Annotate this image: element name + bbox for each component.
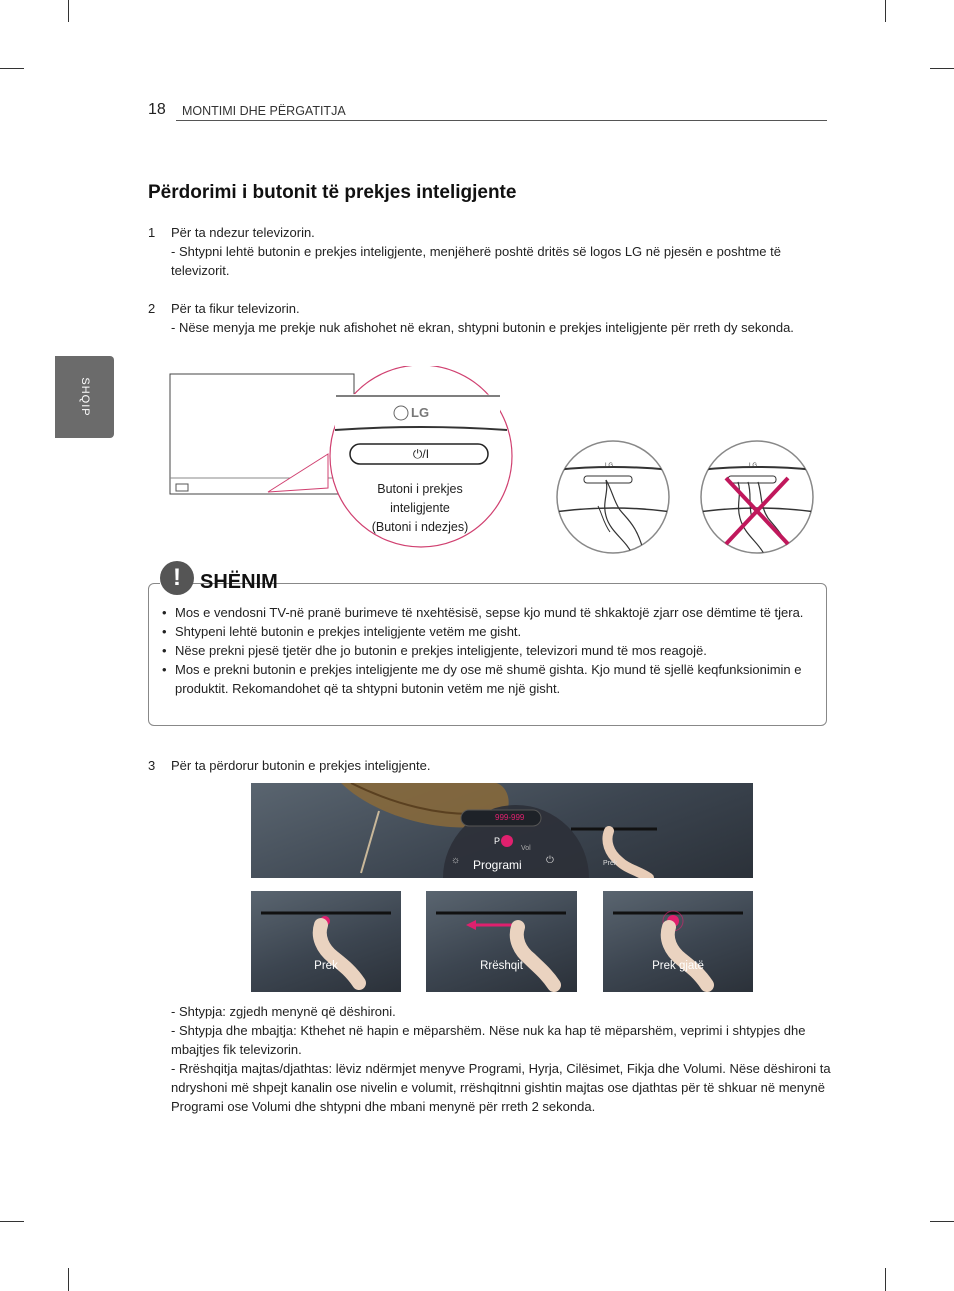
note-item: • Mos e vendosni TV-në pranë burimeve të nxehtësisë, sepse kjo mund të shkaktojë zjarr ose dëmtime të tjera. [160, 603, 820, 622]
power-icon: ⏻ [546, 855, 554, 866]
caption-line: (Butoni i ndezjes) [371, 520, 469, 534]
crop-mark [68, 1268, 69, 1291]
correct-touch-illustration [554, 440, 672, 554]
page-title: Përdorimi i butonit të prekjes inteligjente [148, 182, 517, 203]
step-heading: Për ta përdorur butonin e prekjes inteligjente. [171, 758, 431, 773]
gesture-label: Rrëshqit [480, 960, 523, 972]
caption-line: inteligjente [390, 501, 450, 515]
gesture-descriptions [171, 1002, 831, 1116]
gear-icon: ☼ [451, 855, 461, 866]
step-heading: Për ta fikur televizorin. [171, 301, 300, 316]
touch-inset-label: Prek [603, 860, 618, 867]
note-header [160, 561, 278, 601]
language-tab-label: SHQIP [79, 377, 91, 417]
channel-readout: 999-999 [495, 813, 525, 822]
note-title: SHËNIM [200, 571, 278, 593]
crop-mark [885, 1268, 886, 1291]
lg-logo-small: LG [605, 463, 614, 469]
step-number: 3 [148, 758, 156, 773]
warning-icon: ! [160, 561, 194, 595]
gesture-label: Prek gjatë [652, 960, 704, 972]
crop-mark [885, 0, 886, 22]
lg-logo-small: LG [749, 463, 758, 469]
hand-inset [569, 821, 659, 878]
description-item: - Shtypja: zgjedh menynë që dëshironi. [171, 1004, 396, 1019]
step-number: 1 [148, 225, 156, 240]
note-item: • Nëse prekni pjesë tjetër dhe jo butonin e prekjes inteligjente, televizori mund të mos reagojë. [160, 641, 820, 660]
gesture-panel-swipe [426, 891, 577, 992]
step-detail: - Shtypni lehtë butonin e prekjes inteligjente, menjëherë poshtë dritës së logos LG në pjesën e poshtme të televizorit. [171, 244, 781, 278]
crop-mark [68, 0, 69, 22]
language-tab [55, 356, 114, 438]
crop-mark [0, 1221, 24, 1222]
caption-line: Butoni i prekjes [377, 482, 463, 496]
step-text [171, 299, 831, 337]
power-button-symbol: ⏻/I [412, 447, 430, 461]
wrong-touch-illustration [698, 440, 816, 554]
menu-label: Programi [473, 858, 522, 872]
description-item: - Rrëshqitja majtas/djathtas: lëviz ndërmjet menyve Programi, Hyrja, Cilësimet, Fikja dhe Volumi. Nëse dëshironi ta ndryshoni më shpejt kanalin ose nivelin e volumit, rrëshqitnni gishtin majtas ose djathtas për të shkuar në menynë Programi ose Volumi dhe shtypni dhe mbani menynë për rreth 2 sekonda. [171, 1061, 831, 1114]
gesture-panel-long-press [603, 891, 753, 992]
section-header: MONTIMI DHE PËRGATITJA [182, 104, 346, 118]
header-divider [176, 120, 827, 121]
long-press-gesture-image [603, 891, 753, 992]
note-item: • Shtypeni lehtë butonin e prekjes inteligjente vetëm me gisht. [160, 622, 820, 641]
volume-label: Vol [521, 845, 531, 852]
lg-logo: LG [411, 405, 430, 420]
crop-mark [930, 68, 954, 69]
step-detail: - Nëse menyja me prekje nuk afishohet në ekran, shtypni butonin e prekjes inteligjente për rreth dy sekonda. [171, 320, 794, 335]
step-number: 2 [148, 301, 156, 316]
note-list [160, 603, 820, 698]
description-item: - Shtypja dhe mbajtja: Kthehet në hapin e mëparshëm. Nëse nuk ka hap të mëparshëm, veprimi i shtypjes dhe mbajtjes fik televizorin. [171, 1023, 806, 1057]
tap-gesture-image [251, 891, 401, 992]
touch-menu-screenshot [251, 783, 753, 878]
step-text [171, 223, 831, 280]
program-icon: P [494, 836, 501, 846]
crop-mark [0, 68, 24, 69]
page-number: 18 [148, 101, 166, 118]
note-item: • Mos e prekni butonin e prekjes inteligjente me dy ose më shumë gishta. Kjo mund të sjellë keqfunksionimin e produktit. Rekomandohet që ta shtypni butonin vetëm me një gisht. [160, 660, 820, 698]
step-heading: Për ta ndezur televizorin. [171, 225, 315, 240]
button-caption [350, 480, 490, 537]
gesture-panel-tap [251, 891, 401, 992]
gesture-label: Prek [314, 960, 338, 972]
swipe-gesture-image [426, 891, 577, 992]
crop-mark [930, 1221, 954, 1222]
